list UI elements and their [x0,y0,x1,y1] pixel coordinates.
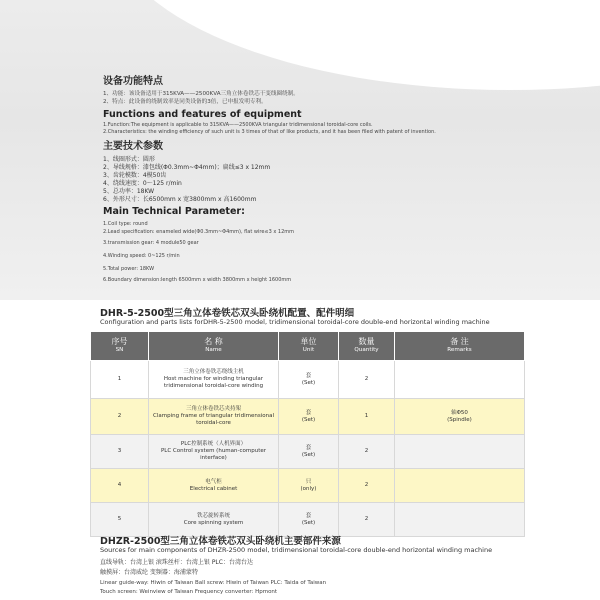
sources-line-1-en: Linear guide-way: Hiwin of Taiwan Ball screw: Hiwin of Taiwan PLC: Taida of Taiwan [100,580,327,586]
features-item-2-cn: 2、特点：此设备的绕制效率是同类设备的3倍，已申报发明专利。 [103,99,267,105]
cell-sn: 4 [91,469,149,503]
cell-remarks [395,503,525,537]
header-sn-cn: 序号 [111,337,128,346]
cell-quantity: 2 [339,361,395,399]
tech-title-cn: 主要技术参数 [103,141,163,152]
cell-sn: 1 [91,361,149,399]
header-remarks-en: Remarks [447,347,472,353]
tech-item-4-en: 4.Winding speed: 0~125 r/min [103,253,180,259]
cell-name [149,361,279,399]
tech-item-2-en: 2.Lead specification: enameled wide(Φ0.3mm~Φ4mm), flat wire≤3 x 12mm [103,229,295,235]
sources-title-cn: DHZR-2500型三角立体卷铁芯双头卧绕机主要部件来源 [100,536,341,547]
cell-name [149,435,279,469]
header-unit-en: Unit [302,347,315,353]
tech-item-1-cn: 1、线圈形式：圆形 [103,156,155,163]
cell-name [149,399,279,435]
cell-unit-cn: 套 [305,409,312,416]
cell-unit-en: (Set) [301,416,316,423]
features-title-en: Functions and features of equipment [103,109,302,120]
cell-name-en: Clamping frame of triangular tridimensional toroidal-core [153,413,274,426]
cell-unit-cn: 套 [305,512,312,519]
sources-line-1-cn: 直线导轨：台湾上银 滚珠丝杆：台湾上银 PLC：台湾台达 [100,559,253,566]
header-remarks [395,332,525,361]
header-sn [91,332,149,361]
cell-remarks [395,469,525,503]
cell-quantity: 2 [339,503,395,537]
header-name-cn: 名 称 [204,337,223,346]
header-unit [279,332,339,361]
tech-item-1-en: 1.Coil type: round [103,221,148,227]
tech-title-en: Main Technical Parameter: [103,206,245,217]
tech-item-3-cn: 3、齿轮模数：4模50齿 [103,172,167,179]
header-unit-cn: 单位 [300,337,317,346]
cell-remarks [395,435,525,469]
cell-name [149,503,279,537]
cell-remarks-en: (Spindle) [447,416,472,423]
table-row [91,435,525,469]
cell-unit-en: (Set) [301,451,316,458]
tech-item-3-en: 3.transmission gear: 4 module50 gear [103,240,199,246]
cell-remarks [395,399,525,435]
cell-name-cn: 电气柜 [205,478,222,485]
tech-item-4-cn: 4、绕线速度：0～125 r/min [103,180,182,187]
tech-item-2-cn: 2、导线规格：漆包线(Φ0.3mm~Φ4mm)；扁线≤3 x 12mm [103,164,271,171]
cell-remarks [395,361,525,399]
sources-line-2-cn: 触摸屏：台湾威纶 变频器：海浦蒙特 [100,569,198,576]
sources-title-en: Sources for main components of DHZR-2500 model, tridimensional toroidal-core double-end horizontal winding machine [100,546,493,554]
header-name [149,332,279,361]
features-item-1-en: 1.Function:The equipment is applicable to 315KVA——2500KVA triangular tridimensional toroidal-core coils. [103,122,373,128]
table-row [91,399,525,435]
cell-unit [279,435,339,469]
cell-name-cn: 三角立体卷铁芯夹持架 [185,406,241,412]
cell-unit [279,503,339,537]
header-sn-en: SN [115,347,124,353]
cell-name-en: Host machine for winding triangular tridimensional toroidal-core winding [163,376,264,389]
features-title-cn: 设备功能特点 [103,76,163,87]
header-quantity-en: Quantity [354,347,379,353]
header-name-en: Name [205,347,222,353]
cell-unit [279,469,339,503]
cell-unit [279,361,339,399]
cell-quantity: 1 [339,399,395,435]
cell-unit-cn: 套 [305,444,312,451]
tech-item-5-cn: 5、总功率：18KW [103,188,155,195]
cell-remarks-cn: 轴Φ50 [451,409,468,416]
cell-sn: 3 [91,435,149,469]
cell-name-en: PLC Control system (human-computer interface) [160,448,267,461]
cell-unit-en: (Set) [301,519,316,526]
cell-name-en: Electrical cabinet [189,485,238,492]
cell-unit-en: (only) [300,485,317,492]
config-title-en: Configuration and parts lists forDHR-5-2500 model, tridimensional toroidal-core double-end horizontal winding machine [100,318,490,326]
cell-name [149,469,279,503]
parts-table [90,331,525,537]
header-quantity-cn: 数量 [358,337,375,346]
cell-unit-cn: 套 [305,372,312,379]
cell-name-cn: 铁芯旋转系统 [196,512,230,519]
sources-line-2-en: Touch screen: Weinview of Taiwan Frequency converter: Hpmont [100,589,278,595]
config-title-cn: DHR-5-2500型三角立体卷铁芯双头卧绕机配置、配件明细 [100,308,355,319]
tech-item-5-en: 5.Total power: 18KW [103,266,155,272]
table-header-row [91,332,525,361]
cell-quantity: 2 [339,469,395,503]
features-item-1-cn: 1、功能：该设备适用于315KVA——2500KVA三角立体卷铁芯干变线圈绕制。 [103,91,299,97]
cell-sn: 2 [91,399,149,435]
header-quantity [339,332,395,361]
tech-item-6-cn: 6、外形尺寸：长6500mm x 宽3800mm x 高1600mm [103,196,257,203]
cell-name-cn: 三角立体卷铁芯绕线主机 [183,369,244,375]
cell-sn: 5 [91,503,149,537]
cell-unit [279,399,339,435]
cell-quantity: 2 [339,435,395,469]
features-item-2-en: 2.Characteristics: the winding efficiency of such unit is 3 times of that of like products, and it has been filed with patent of invention. [103,129,436,135]
cell-unit-cn: 只 [305,478,312,485]
header-remarks-cn: 备 注 [450,337,469,346]
cell-name-en: Core spinning system [183,519,244,526]
table-row [91,361,525,399]
cell-name-cn: PLC控制系统（人机界面） [180,441,247,447]
table-row [91,503,525,537]
cell-unit-en: (Set) [301,379,316,386]
table-row [91,469,525,503]
tech-item-6-en: 6.Boundary dimension:length 6500mm x width 3800mm x height 1600mm [103,277,292,283]
